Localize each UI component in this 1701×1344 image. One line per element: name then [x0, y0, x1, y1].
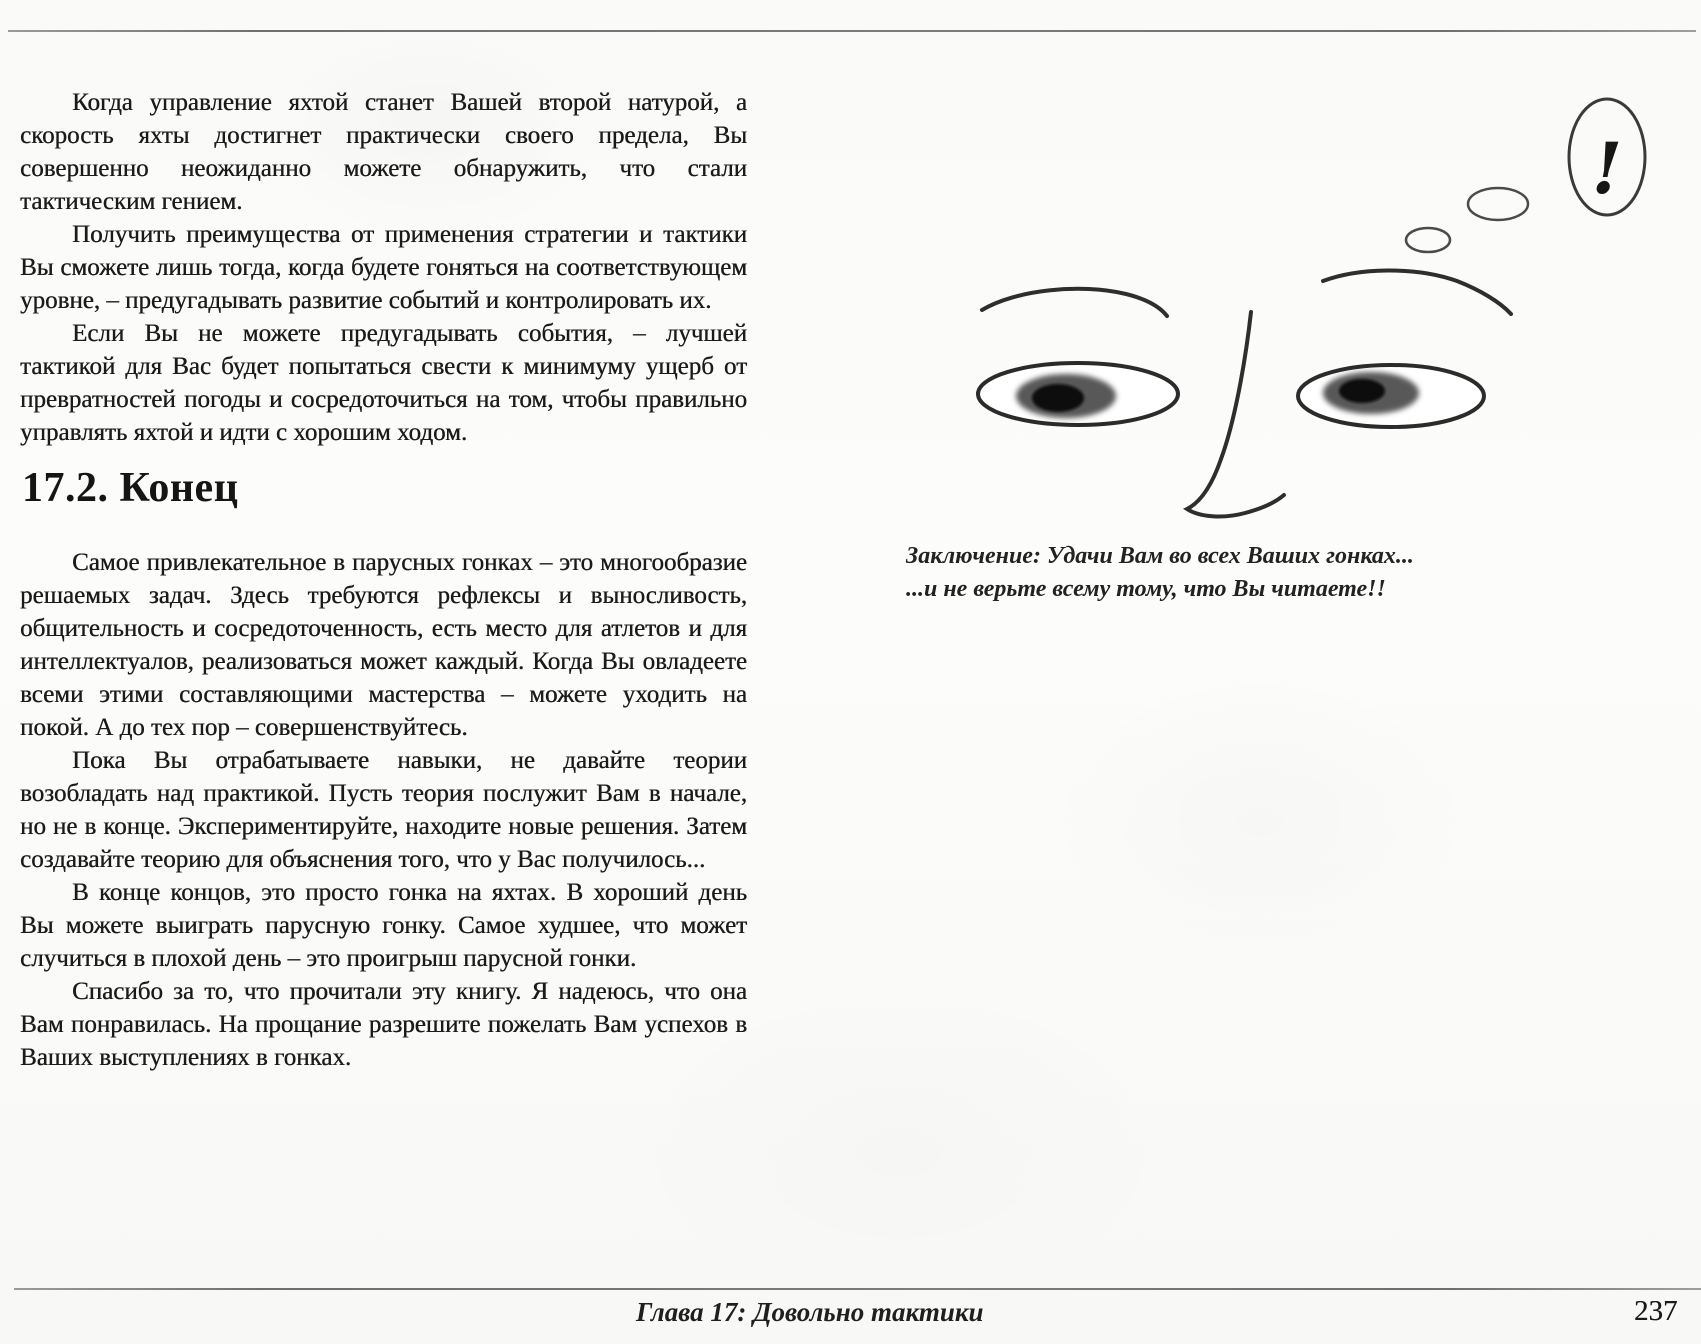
paragraph-2: Получить преимущества от применения стратегии и тактики Вы сможете лишь тогда, когда будете гоняться на соответствующем уровне, – предугадывать развитие событий и контролировать их. — [20, 221, 747, 314]
bottom-rule-divider — [14, 1288, 1701, 1290]
thought-bubbles — [1406, 99, 1645, 252]
figure-caption-line-1: Заключение: Удачи Вам во всех Ваших гонках... — [906, 543, 1414, 569]
footer-chapter-title: Глава 17: Довольно тактики — [636, 1297, 984, 1327]
paragraph-3: Если Вы не можете предугадывать события, – лучшей тактикой для Вас будет попытаться свести к минимуму ущерб от превратностей погоды и сосредоточиться на том, чтобы правильно управлять яхтой и идти с хорошим ходом. — [20, 320, 747, 446]
conclusion-paragraphs — [20, 546, 747, 1074]
thought-bubble-large — [1569, 99, 1645, 215]
figure-caption-line-2: ...и не верьте всему тому, что Вы читаете!! — [906, 576, 1386, 602]
right-eyebrow-line — [1323, 270, 1511, 314]
left-eyebrow-line — [982, 289, 1167, 316]
figure-caption — [906, 540, 1486, 606]
left-pupil — [1032, 384, 1084, 412]
paragraph-5: Пока Вы отрабатываете навыки, не давайте теории возобладать над практикой. Пусть теория послужит Вам в начале, но не в конце. Экспериментируйте, находите новые решения. Затем создавайте теорию для объяснения того, что у Вас получилось... — [20, 747, 747, 873]
exclamation-mark: ! — [1591, 127, 1623, 210]
thought-bubble-small — [1406, 228, 1450, 252]
right-iris — [1323, 372, 1419, 414]
paragraph-7: Спасибо за то, что прочитали эту книгу. Я надеюсь, что она Вам понравилась. На прощание разрешите пожелать Вам успехов в Ваших выступлениях в гонках. — [20, 978, 747, 1071]
intro-paragraphs — [20, 86, 747, 449]
right-eye — [1298, 365, 1484, 427]
thought-bubble-medium — [1468, 188, 1528, 220]
footer-page-number: 237 — [1634, 1295, 1678, 1327]
nose-line — [1187, 312, 1284, 516]
paragraph-1: Когда управление яхтой станет Вашей второй натурой, а скорость яхты достигнет практически своего предела, Вы совершенно неожиданно можете обнаружить, что стали тактическим гением. — [20, 89, 747, 215]
section-heading: 17.2. Конец — [22, 465, 239, 511]
paragraph-6: В конце концов, это просто гонка на яхтах. В хороший день Вы можете выиграть парусную гонку. Самое худшее, что может случиться в плохой день – это проигрыш парусной гонки. — [20, 879, 747, 972]
left-eye — [978, 363, 1178, 425]
top-rule-divider — [8, 30, 1696, 32]
right-pupil — [1339, 379, 1385, 403]
left-iris — [1016, 374, 1116, 418]
paragraph-4: Самое привлекательное в парусных гонках – это многообразие решаемых задач. Здесь требуются рефлексы и выносливость, общительность и сосредоточенность, есть место для атлетов и для интеллектуалов, реализоваться может каждый. Когда Вы овладеете всеми этими составляющими мастерства – можете уходить на покой. А до тех пор – совершенствуйтесь. — [20, 549, 747, 741]
